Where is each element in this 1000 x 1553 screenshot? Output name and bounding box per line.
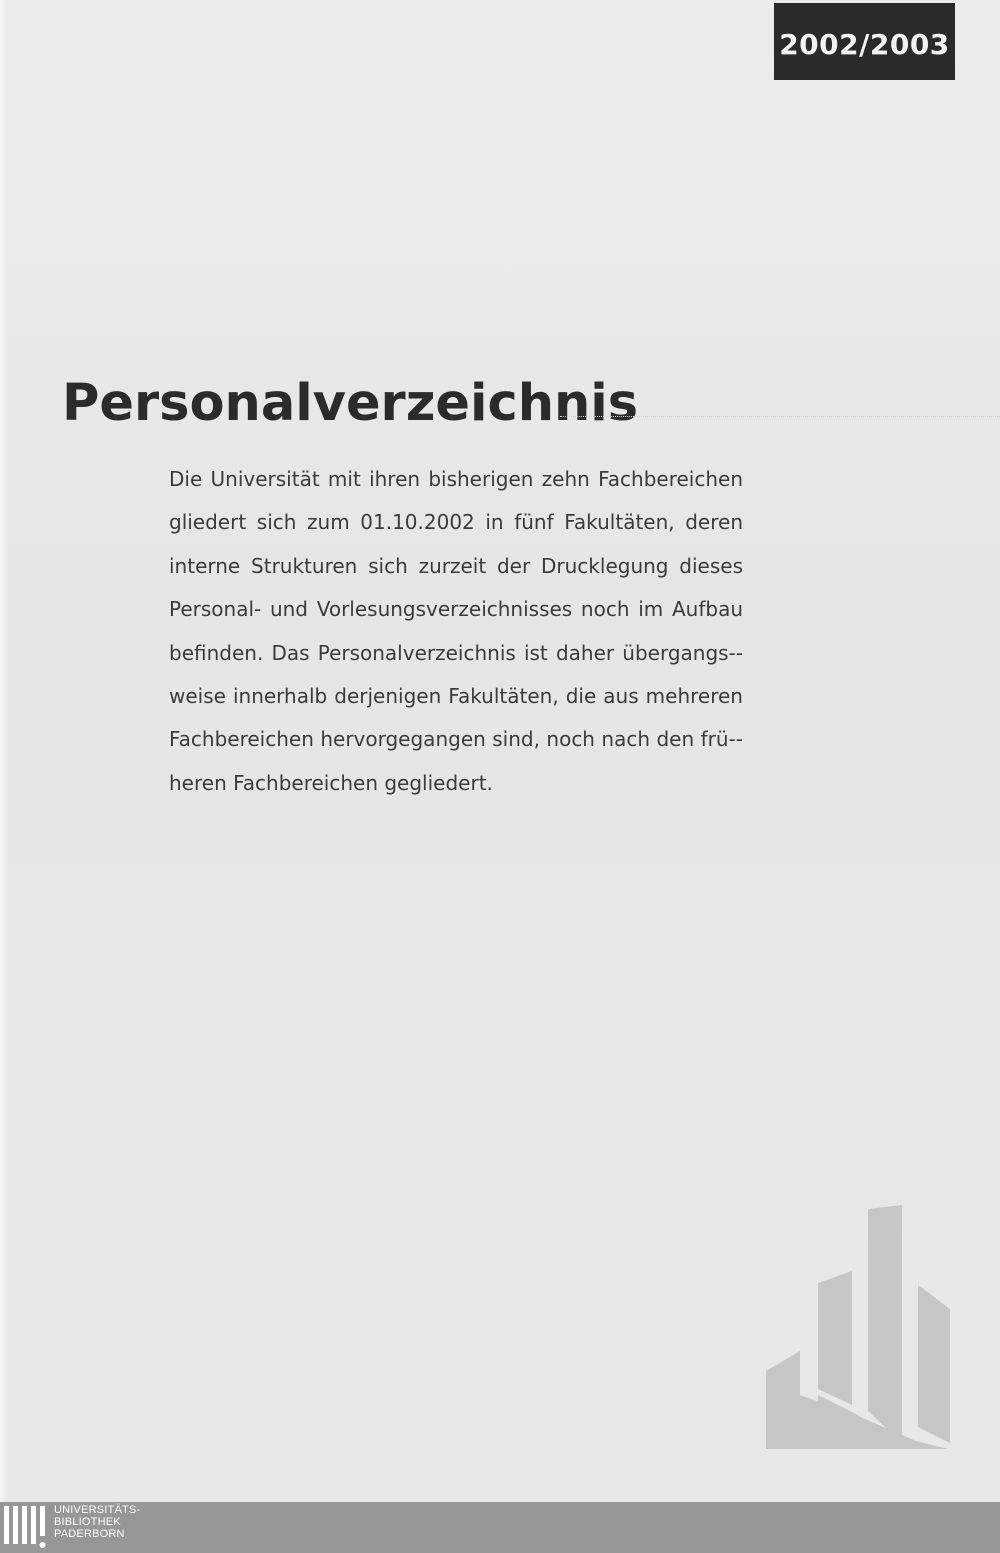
page-edge	[0, 0, 8, 1502]
intro-paragraph: Die Universität mit ihren bisherigen zehn Fachbereichen gliedert sich zum 01.10.2002 in fünf Fakultäten, deren interne Strukturen sich zurzeit der Drucklegung dieses Personal- und Vorlesungsverzeichnisses noch im Aufbau befinden. Das Personalverzeichnis ist daher übergangs-weise innerhalb derjenigen Fakultäten, die aus mehreren Fachbereichen hervorgegangen sind, noch nach den frü-heren Fachbereichen gegliedert.	[169, 467, 743, 795]
footer-bar	[0, 1502, 1000, 1553]
library-barcode-logo-icon	[2, 1503, 50, 1551]
library-name-line-2: BIBLIOTHEK	[54, 1516, 121, 1528]
library-name	[54, 1504, 140, 1540]
library-name-line-1: UNIVERSITÄTS-	[54, 1504, 141, 1516]
year-badge: 2002/2003	[774, 3, 955, 80]
page-title: Personalverzeichnis	[62, 374, 639, 433]
library-name-line-3: PADERBORN	[54, 1528, 125, 1540]
title-divider	[560, 416, 1000, 417]
university-paderborn-logo-icon	[766, 1205, 952, 1450]
